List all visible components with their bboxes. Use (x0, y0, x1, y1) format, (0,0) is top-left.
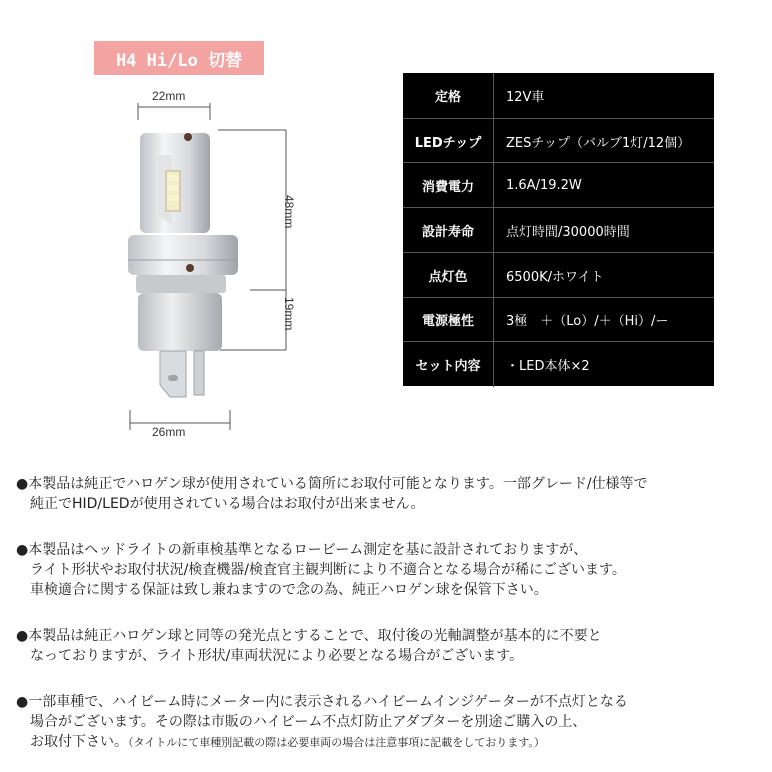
spec-value: ZESチップ（バルブ1灯/12個） (506, 135, 691, 151)
note-item (16, 540, 756, 600)
bottom-width-label: 26mm (152, 425, 186, 439)
notes-section (16, 474, 756, 753)
spec-table (403, 73, 714, 386)
spec-row (403, 73, 714, 118)
spec-row (403, 207, 714, 253)
note-line (16, 732, 756, 753)
note-line: ●一部車種で、ハイビーム時にメーター内に表示されるハイビームインジゲーターが不点灯となる (16, 694, 628, 710)
note-item (16, 626, 756, 666)
spec-row (403, 252, 714, 298)
note-line: 場合がございます。その際は市販のハイビーム不点灯防止アダプターを別途ご購入の上、 (16, 714, 587, 730)
note-line: 純正でHID/LEDが使用されている場合はお取付が出来ません。 (16, 496, 425, 512)
spec-value: 3極 ＋（Lo）/＋（Hi）/ー (506, 314, 669, 330)
spec-value: 点灯時間/30000時間 (506, 224, 630, 240)
note-line: 車検適合に関する保証は致し兼ねますので念の為、純正ハロゲン球を保管下さい。 (16, 582, 548, 598)
note-line: ●本製品は純正ハロゲン球と同等の発光点とすることで、取付後の光軸調整が基本的に不要と (16, 628, 602, 644)
spec-value: ・LED本体×2 (506, 359, 590, 375)
spec-key: 点灯色 (403, 253, 494, 298)
bulb-figure (110, 85, 310, 445)
note-item (16, 474, 756, 514)
spec-key: 設計寿命 (403, 208, 494, 253)
note-line: ●本製品はヘッドライトの新車検基準となるロービーム測定を基に設計されておりますが、 (16, 542, 588, 558)
base-height-label: 19mm (282, 297, 296, 331)
spec-key: 電源極性 (403, 298, 494, 343)
note-line: ライト形状やお取付状況/検査機器/検査官主観判断により不適合となる場合が稀にございます。 (16, 562, 626, 578)
product-badge: H4 Hi/Lo 切替 (94, 41, 264, 75)
note-item (16, 692, 756, 753)
spec-key: セット内容 (403, 342, 494, 387)
spec-key: LEDチップ (403, 119, 494, 164)
spec-value: 6500K/ホワイト (506, 269, 604, 285)
spec-row (403, 297, 714, 343)
note-small-text: （タイトルにて車種別記載の際は必要車両の場合は注意事項に記載をしております。） (128, 736, 545, 749)
spec-row (403, 118, 714, 164)
note-text: お取付下さい。 (16, 734, 128, 750)
spec-key: 消費電力 (403, 163, 494, 208)
top-width-label: 22mm (152, 89, 186, 103)
head-height-label: 48mm (282, 195, 296, 229)
note-line: ●本製品は純正でハロゲン球が使用されている箇所にお取付可能となります。一部グレード/仕様等で (16, 476, 648, 492)
spec-value: 12V車 (506, 89, 545, 105)
spec-key: 定格 (403, 73, 494, 118)
note-line: なっておりますが、ライト形状/車両状況により必要となる場合がございます。 (16, 648, 524, 664)
spec-row (403, 162, 714, 208)
spec-value: 1.6A/19.2W (506, 178, 582, 194)
spec-row (403, 341, 714, 387)
led-bulb-illustration (110, 85, 310, 445)
